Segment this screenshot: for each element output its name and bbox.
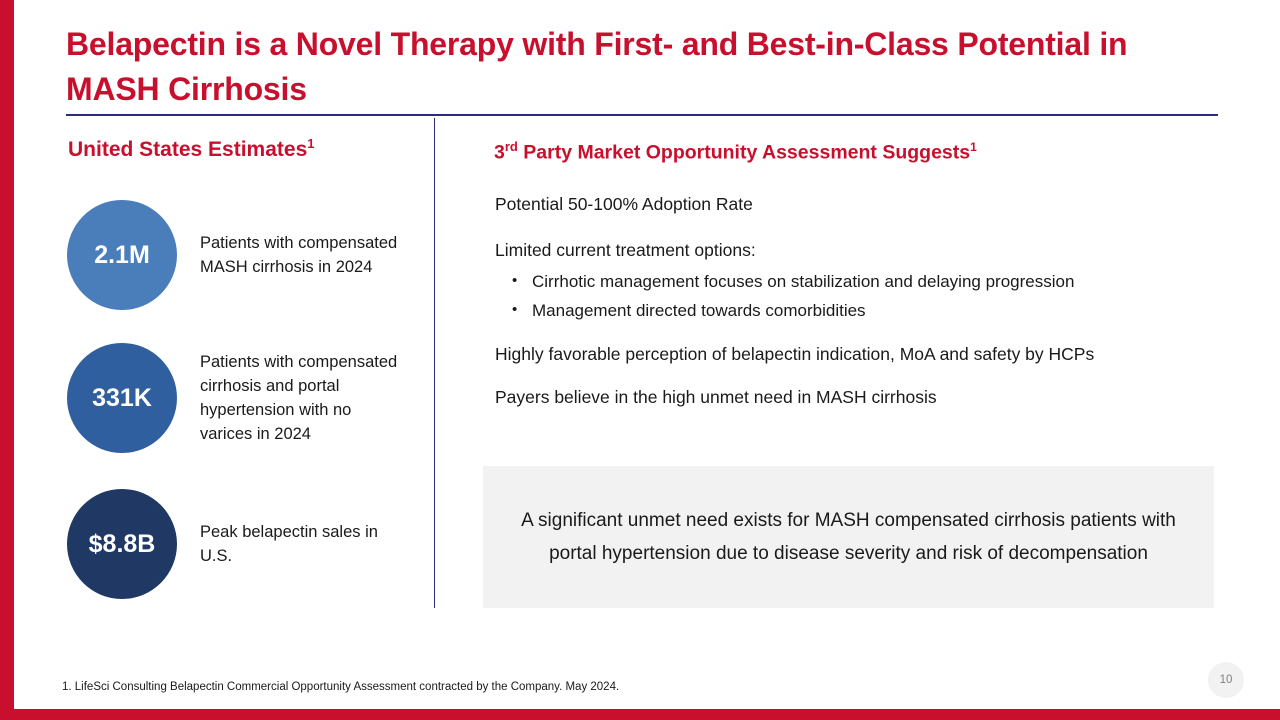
adoption-rate-text: Potential 50-100% Adoption Rate (495, 194, 753, 214)
title-divider-rule (66, 114, 1218, 116)
stat-circle: $8.8B (67, 489, 177, 599)
stat-description: Patients with compensated cirrhosis and portal hypertension with no varices in 2024 (200, 353, 398, 443)
callout-text: A significant unmet need exists for MASH compensated cirrhosis patients with portal hypertension due to disease severity and risk of decompensation (521, 510, 1176, 564)
list-item: • Management directed towards comorbidities (509, 296, 1074, 325)
footnote: 1. LifeSci Consulting Belapectin Commercial Opportunity Assessment contracted by the Company. May 2024. (62, 681, 620, 693)
page-title: Belapectin is a Novel Therapy with First- and Best-in-Class Potential in MASH Cirrhosis (66, 26, 1128, 107)
stat-circle: 2.1M (67, 200, 177, 310)
right-column-heading-rest: Party Market Opportunity Assessment Suggests (517, 141, 971, 164)
right-column-heading-superscript: 1 (970, 140, 977, 154)
left-column-heading-text: United States Estimates (68, 138, 308, 161)
stat-description: Patients with compensated MASH cirrhosis in 2024 (200, 234, 398, 276)
left-column-heading-superscript: 1 (307, 136, 315, 151)
right-column-heading (494, 139, 977, 165)
stat-description: Peak belapectin sales in U.S. (200, 523, 378, 565)
stat-item (67, 343, 400, 453)
right-column-heading-ordinal: rd (504, 139, 518, 154)
left-accent-bar (0, 0, 14, 720)
stat-item (67, 200, 400, 310)
list-item: • Cirrhotic management focuses on stabilization and delaying progression (509, 267, 1074, 296)
treatment-options-list (509, 267, 1074, 325)
left-column-heading (68, 136, 314, 162)
stat-circle: 331K (67, 343, 177, 453)
bottom-accent-bar (0, 709, 1280, 720)
treatment-options-label: Limited current treatment options: (495, 240, 756, 260)
page-number: 10 (1208, 662, 1244, 698)
right-column-heading-number: 3 (494, 141, 505, 164)
callout-box (483, 466, 1214, 608)
perception-text: Highly favorable perception of belapectin indication, MoA and safety by HCPs (495, 344, 1095, 364)
column-divider (434, 118, 435, 608)
stat-item (67, 489, 400, 599)
payers-text: Payers believe in the high unmet need in MASH cirrhosis (495, 387, 937, 407)
